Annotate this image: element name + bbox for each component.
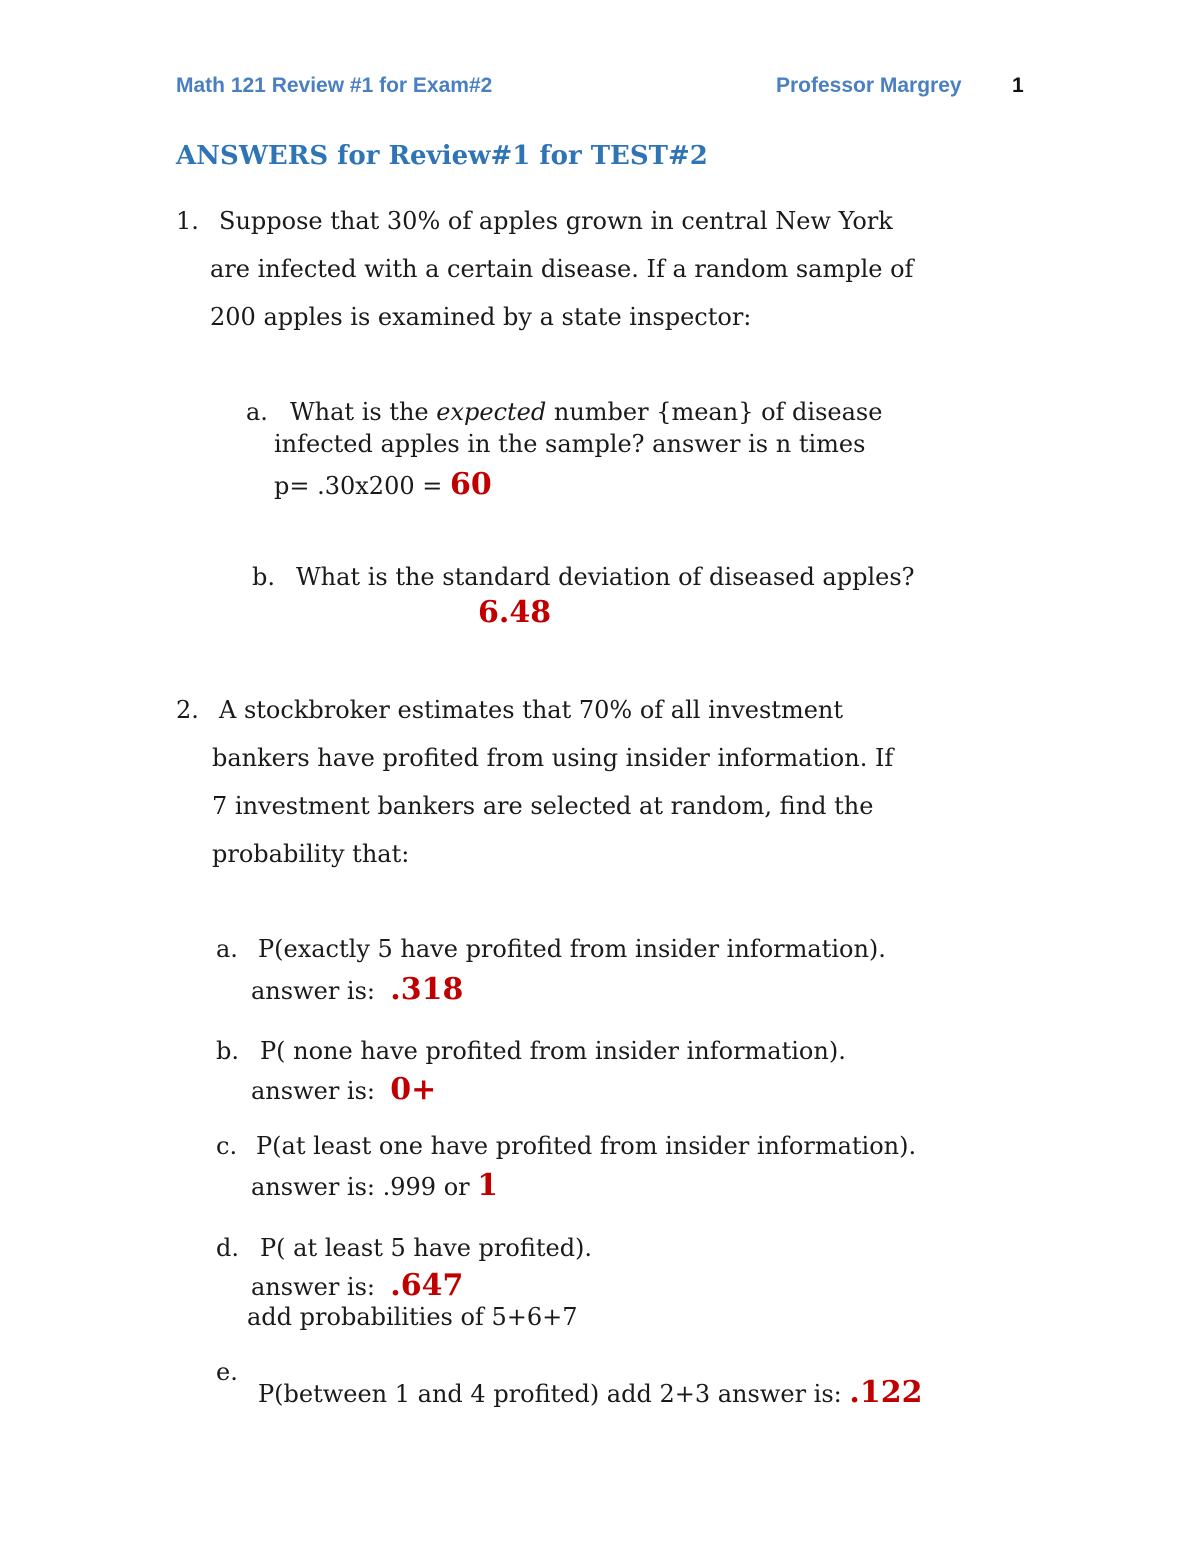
header-professor: Professor Margrey — [776, 74, 962, 97]
question-text-line: A stockbroker estimates that 70% of all investment — [219, 696, 844, 724]
answer-label: answer is: — [251, 977, 376, 1005]
answer-line — [251, 1268, 463, 1303]
question-text-line: 7 investment bankers are selected at random, find the — [212, 792, 874, 820]
part-text-line — [290, 398, 882, 426]
answer-value: 1 — [477, 1168, 499, 1203]
answer-value: 60 — [449, 467, 492, 502]
question-number: 1. — [176, 207, 199, 235]
question-text-line: 200 apples is examined by a state inspector: — [210, 303, 752, 331]
part-letter: a. — [216, 935, 238, 963]
part-letter: b. — [216, 1037, 239, 1065]
part-text-line — [258, 1375, 922, 1410]
answer-line — [251, 972, 463, 1007]
answer-line — [251, 1072, 436, 1107]
answer-label: answer is: — [251, 1273, 376, 1301]
header-course-title: Math 121 Review #1 for Exam#2 — [176, 74, 493, 97]
question-text-line: bankers have profited from using insider information. If — [212, 744, 894, 772]
part-text-line: P(exactly 5 have profited from insider information). — [258, 935, 886, 963]
part-text: p= .30x200 = — [274, 472, 450, 500]
answer-label: answer is: — [251, 1077, 376, 1105]
answer-value: 6.48 — [478, 595, 552, 630]
answer-value: 0+ — [390, 1072, 437, 1107]
part-text: number {mean} of disease — [546, 398, 883, 426]
part-text: P(between 1 and 4 profited) add 2+3 answer is: — [258, 1380, 842, 1408]
page-title: ANSWERS for Review#1 for TEST#2 — [176, 141, 708, 171]
part-text-line: P( none have profited from insider information). — [260, 1037, 846, 1065]
part-letter: b. — [252, 563, 275, 591]
part-letter: c. — [216, 1132, 238, 1160]
question-text-line: Suppose that 30% of apples grown in central New York — [219, 207, 893, 235]
part-text-line — [274, 467, 492, 502]
part-text-line: What is the standard deviation of diseased apples? — [296, 563, 915, 591]
answer-note: add probabilities of 5+6+7 — [247, 1303, 578, 1331]
answer-value: .647 — [390, 1268, 464, 1303]
part-letter: a. — [246, 398, 268, 426]
part-text-line: infected apples in the sample? answer is n times — [274, 430, 866, 458]
question-text-line: probability that: — [212, 840, 410, 868]
emphasized-word: expected — [436, 398, 547, 426]
part-text: What is the — [290, 398, 437, 426]
part-text-line: P( at least 5 have profited). — [260, 1234, 593, 1262]
part-letter: e. — [216, 1358, 238, 1386]
answer-line — [251, 1168, 498, 1203]
answer-value: .122 — [849, 1375, 923, 1410]
answer-label: answer is: .999 or — [251, 1173, 470, 1201]
part-text-line: P(at least one have profited from insider information). — [256, 1132, 917, 1160]
part-letter: d. — [216, 1234, 239, 1262]
answer-value: .318 — [390, 972, 464, 1007]
question-text-line: are infected with a certain disease. If a random sample of — [210, 255, 914, 283]
page-number: 1 — [1012, 74, 1024, 97]
question-number: 2. — [176, 696, 199, 724]
